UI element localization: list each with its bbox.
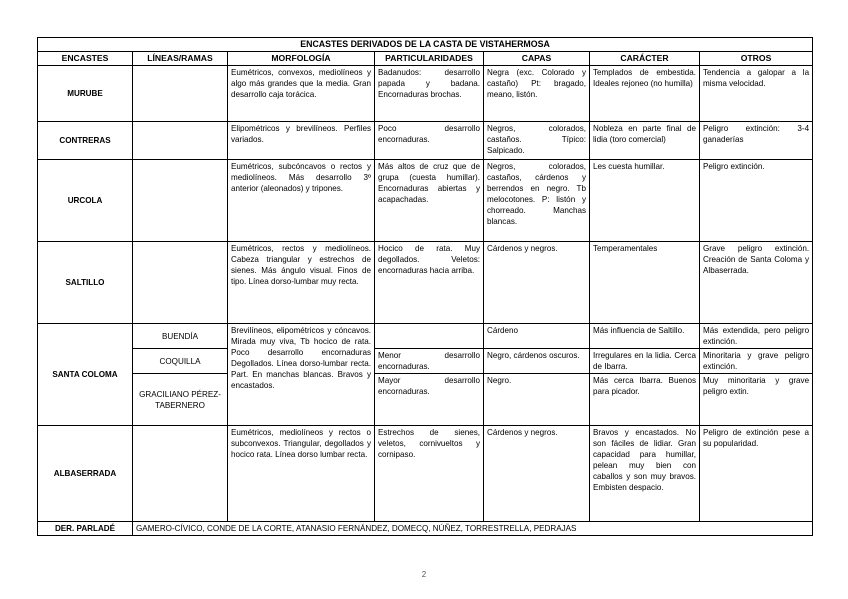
header-capas: CAPAS xyxy=(484,52,590,66)
table-row xyxy=(38,160,813,242)
otros-cell: Tendencia a galopar a la misma velocidad. xyxy=(700,66,813,122)
table-row xyxy=(38,349,813,374)
caracter-cell: Les cuesta humillar. xyxy=(590,160,700,242)
header-encastes: ENCASTES xyxy=(38,52,133,66)
particularidades-cell: Estrechos de sienes, veletos, cornivueltos y cornipaso. xyxy=(375,426,484,522)
otros-cell: Peligro extinción: 3-4 ganaderías xyxy=(700,122,813,160)
linea-cell xyxy=(133,242,228,324)
encaste-santa-coloma: SANTA COLOMA xyxy=(38,324,133,426)
table-row xyxy=(38,324,813,349)
caracter-cell: Bravos y encastados. No son fáciles de lidiar. Gran capacidad para humillar, pelean muy bien con caballos y son muy bravos. Embisten despacio. xyxy=(590,426,700,522)
encaste-murube: MURUBE xyxy=(38,66,133,122)
linea-buendia: BUENDÍA xyxy=(133,324,228,349)
table-row xyxy=(38,426,813,522)
morfologia-cell: Eumétricos, rectos y mediolíneos. Cabeza triangular y estrechos de sienes. Más ángulo visual. Finos de tipo. Línea dorso-lumbar muy recta. xyxy=(228,242,375,324)
linea-cell xyxy=(133,122,228,160)
otros-cell: Más extendida, pero peligro extinción. xyxy=(700,324,813,349)
linea-coquilla: COQUILLA xyxy=(133,349,228,374)
morfologia-cell: Eumétricos, subcóncavos o rectos y mediolíneos. Más desarrollo 3º anterior (aleonados) y tripones. xyxy=(228,160,375,242)
particularidades-cell: Más altos de cruz que de grupa (cuesta humillar). Encornaduras abiertas y acapachadas. xyxy=(375,160,484,242)
particularidades-cell: Hocico de rata. Muy degollados. Veletos: encornaduras hacia arriba. xyxy=(375,242,484,324)
linea-cell xyxy=(133,66,228,122)
footer-label: DER. PARLADÉ xyxy=(38,522,133,536)
capas-cell: Cárdenos y negros. xyxy=(484,426,590,522)
capas-cell: Negro, cárdenos oscuros. xyxy=(484,349,590,374)
capas-cell: Negro. xyxy=(484,374,590,426)
linea-graciliano: GRACILIANO PÉREZ-TABERNERO xyxy=(133,374,228,426)
header-particularidades: PARTICULARIDADES xyxy=(375,52,484,66)
header-otros: OTROS xyxy=(700,52,813,66)
caracter-cell: Irregulares en la lidia. Cerca de Ibarra. xyxy=(590,349,700,374)
morfologia-cell: Elipométricos y brevilíneos. Perfiles variados. xyxy=(228,122,375,160)
encaste-contreras: CONTRERAS xyxy=(38,122,133,160)
otros-cell: Minoritaria y grave peligro extinción. xyxy=(700,349,813,374)
particularidades-cell: Poco desarrollo encornaduras. xyxy=(375,122,484,160)
table-title: ENCASTES DERIVADOS DE LA CASTA DE VISTAHERMOSA xyxy=(38,38,813,52)
encaste-saltillo: SALTILLO xyxy=(38,242,133,324)
otros-cell: Grave peligro extinción. Creación de Santa Coloma y Albaserrada. xyxy=(700,242,813,324)
footer-text: GAMERO-CÍVICO, CONDE DE LA CORTE, ATANASIO FERNÁNDEZ, DOMECQ, NÚÑEZ, TORRESTRELLA, PEDRAJAS xyxy=(133,522,813,536)
page-number: 2 xyxy=(421,570,427,579)
table-row xyxy=(38,242,813,324)
linea-cell xyxy=(133,160,228,242)
caracter-cell: Templados de embestida. Ideales rejoneo (no humilla) xyxy=(590,66,700,122)
particularidades-cell: Mayor desarrollo encornaduras. xyxy=(375,374,484,426)
header-caracter: CARÁCTER xyxy=(590,52,700,66)
linea-cell xyxy=(133,426,228,522)
table-row xyxy=(38,66,813,122)
footer-row xyxy=(38,522,813,536)
table-row xyxy=(38,122,813,160)
caracter-cell: Temperamentales xyxy=(590,242,700,324)
capas-cell: Negros, colorados, castaños, cárdenos y berrendos en negro. Tb melocotones. P: listón y chorreado. Manchas blancas. xyxy=(484,160,590,242)
caracter-cell: Nobleza en parte final de lidia (toro comercial) xyxy=(590,122,700,160)
header-lineas: LÍNEAS/RAMAS xyxy=(133,52,228,66)
capas-cell: Cárdenos y negros. xyxy=(484,242,590,324)
caracter-cell: Más cerca Ibarra. Buenos para picador. xyxy=(590,374,700,426)
otros-cell: Peligro extinción. xyxy=(700,160,813,242)
otros-cell: Peligro de extinción pese a su popularidad. xyxy=(700,426,813,522)
particularidades-cell: Badanudos: desarrollo papada y badana. Encornaduras brochas. xyxy=(375,66,484,122)
encaste-urcola: URCOLA xyxy=(38,160,133,242)
capas-cell: Negra (exc. Colorado y castaño) Pt: bragado, meano, listón. xyxy=(484,66,590,122)
encaste-albaserrada: ALBASERRADA xyxy=(38,426,133,522)
caracter-cell: Más influencia de Saltillo. xyxy=(590,324,700,349)
header-morfologia: MORFOLOGÍA xyxy=(228,52,375,66)
particularidades-cell: Menor desarrollo encornaduras. xyxy=(375,349,484,374)
particularidades-cell xyxy=(375,324,484,349)
capas-cell: Cárdeno xyxy=(484,324,590,349)
capas-cell: Negros, colorados, castaños. Típico: Salpicado. xyxy=(484,122,590,160)
otros-cell: Muy minoritaria y grave peligro extin. xyxy=(700,374,813,426)
encastes-table xyxy=(37,37,813,536)
table-row xyxy=(38,374,813,426)
morfologia-cell: Eumétricos, mediolíneos y rectos o subconvexos. Triangular, degollados y hocico rata. Línea dorso lumbar recta. xyxy=(228,426,375,522)
morfologia-cell: Eumétricos, convexos, mediolíneos y algo más grandes que la media. Gran desarrollo caja torácica. xyxy=(228,66,375,122)
morfologia-cell: Brevilíneos, elipométricos y cóncavos. Mirada muy viva, Tb hocico de rata. Poco desarrollo encornaduras Degollados. Línea dorso-lumbar recta. Part. En manchas blancas. Bravos y encastados. xyxy=(228,324,375,426)
